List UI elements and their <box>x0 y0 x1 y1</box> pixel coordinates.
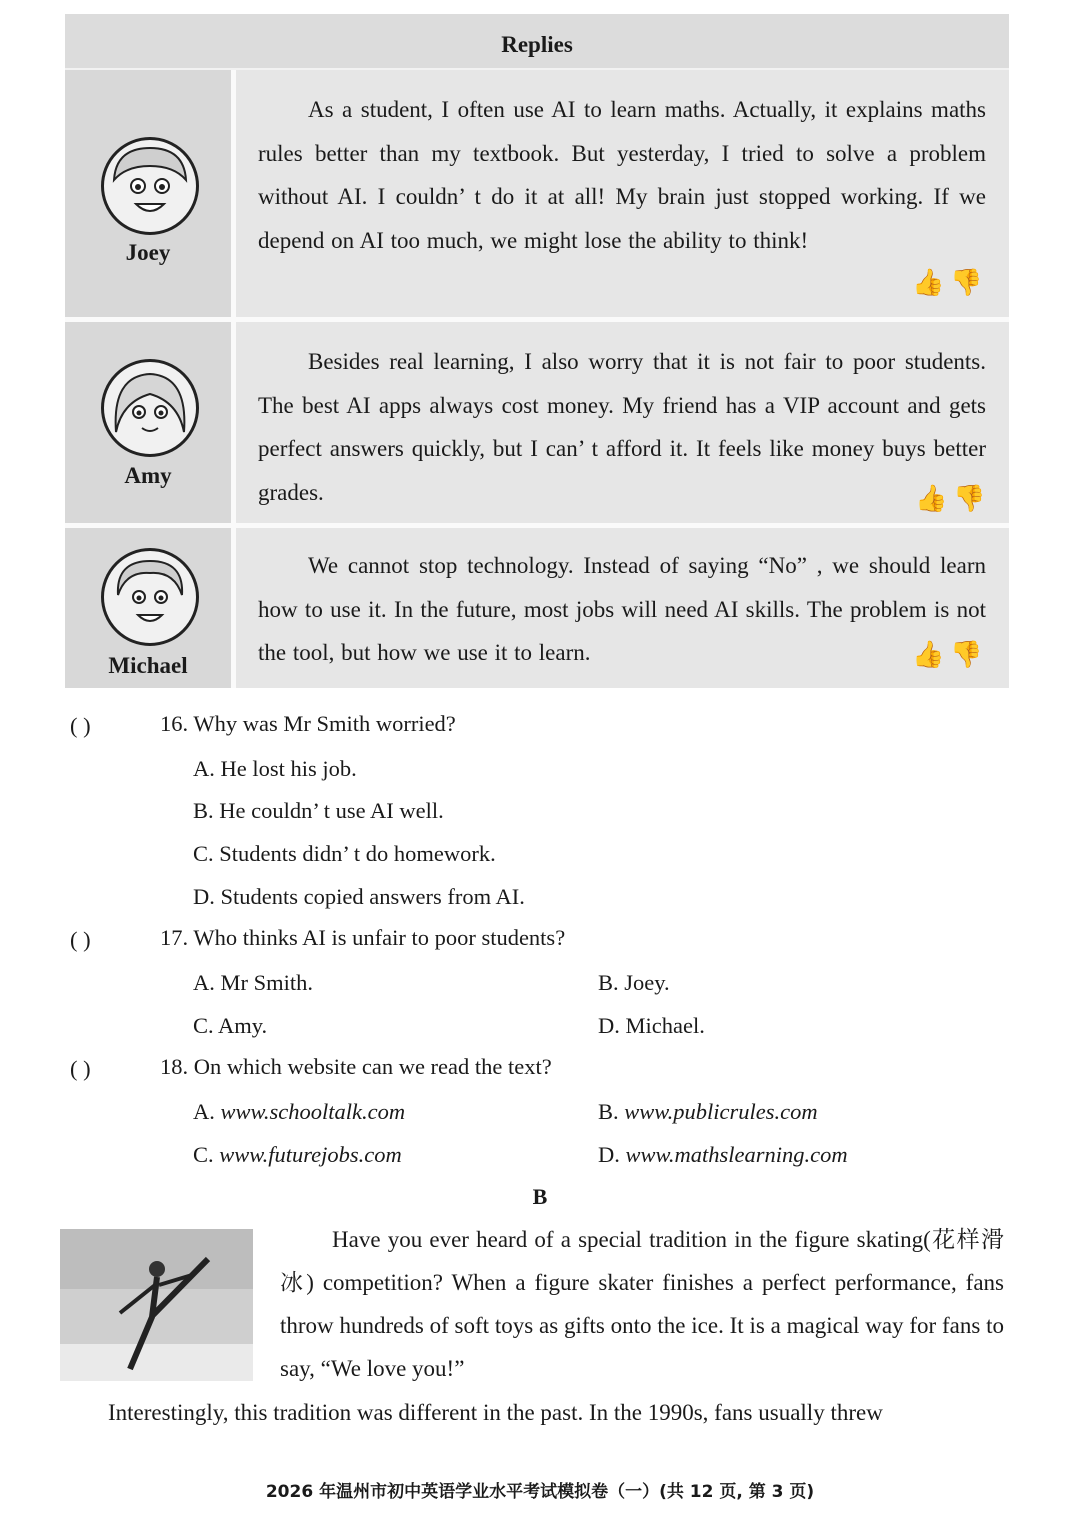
answer-bracket[interactable]: ( ) <box>70 927 91 952</box>
q16-option-d: D. Students copied answers from AI. <box>193 884 525 909</box>
q17-option-b: B. Joey. <box>598 970 670 995</box>
q18-option-a <box>193 1099 405 1125</box>
avatar-michael <box>101 548 199 646</box>
thumbs-down-icon[interactable]: 👎 <box>950 268 989 298</box>
reply-text-amy: Besides real learning, I also worry that it is not fair to poor students. The best AI apps always cost money. My friend has a VIP account and gets perfect answers quickly, but I can’ t afford it. It feels like money buys better grades. <box>258 349 986 505</box>
reply-text-joey: As a student, I often use AI to learn maths. Actually, it explains maths rules better than my textbook. But yesterday, I tried to solve a problem without AI. I couldn’ t do it at all! My brain just stopped working. If we depend on AI too much, we might lose the ability to think! <box>258 97 986 253</box>
section-b-paragraph-2: Interestingly, this tradition was different in the past. In the 1990s, fans usually threw <box>108 1400 883 1425</box>
q17-option-c: C. Amy. <box>193 1013 268 1038</box>
answer-bracket[interactable]: ( ) <box>70 713 91 738</box>
thumbs-up-icon[interactable]: 👍 <box>915 484 954 514</box>
reaction-buttons <box>915 484 992 514</box>
replies-header <box>65 14 1009 70</box>
reply-name-joey: Joey <box>125 240 171 265</box>
q18-option-d <box>598 1142 848 1168</box>
q18-option-c <box>193 1142 402 1168</box>
option-letter: C. <box>193 1142 214 1167</box>
option-url: www.futurejobs.com <box>219 1142 402 1167</box>
section-b-paragraph-1: Have you ever heard of a special tradition in the figure skating(花样滑冰) competition? When a figure skater finishes a perfect performance, fans throw hundreds of soft toys as gifts onto the ice. It is a magical way for fans to say, “We love you!” <box>280 1227 1004 1381</box>
q17-option-a: A. Mr Smith. <box>193 970 314 995</box>
thumbs-up-icon[interactable]: 👍 <box>912 640 951 670</box>
q18-option-b <box>598 1099 818 1125</box>
option-letter: D. <box>598 1142 620 1167</box>
reaction-buttons <box>912 268 989 298</box>
q16-option-b: B. He couldn’ t use AI well. <box>193 798 444 823</box>
thumbs-up-icon[interactable]: 👍 <box>912 268 951 298</box>
q17-option-d: D. Michael. <box>598 1013 705 1038</box>
question-18: 18. On which website can we read the text? <box>160 1054 552 1079</box>
option-url: www.schooltalk.com <box>220 1099 406 1124</box>
avatar-joey <box>101 137 199 235</box>
reply-text-michael: We cannot stop technology. Instead of saying “No” , we should learn how to use it. In the future, most jobs will need AI skills. The problem is not the tool, but how we use it to learn. <box>258 553 986 665</box>
reaction-buttons <box>912 640 989 670</box>
replies-title: Replies <box>501 32 573 57</box>
reply-name-amy: Amy <box>124 463 172 488</box>
option-letter: B. <box>598 1099 619 1124</box>
page-footer: 2026 年温州市初中英语学业水平考试模拟卷（一）(共 12 页, 第 3 页) <box>265 1482 815 1502</box>
q16-option-c: C. Students didn’ t do homework. <box>193 841 496 866</box>
q16-option-a: A. He lost his job. <box>193 756 357 781</box>
avatar-amy <box>101 359 199 457</box>
thumbs-down-icon[interactable]: 👎 <box>950 640 989 670</box>
answer-bracket[interactable]: ( ) <box>70 1056 91 1081</box>
option-url: www.mathslearning.com <box>625 1142 848 1167</box>
question-16: 16. Why was Mr Smith worried? <box>160 711 456 736</box>
thumbs-down-icon[interactable]: 👎 <box>953 484 992 514</box>
figure-skater-photo <box>60 1229 253 1381</box>
option-url: www.publicrules.com <box>624 1099 818 1124</box>
option-letter: A. <box>193 1099 215 1124</box>
question-17: 17. Who thinks AI is unfair to poor students? <box>160 925 566 950</box>
section-heading: B <box>532 1184 548 1209</box>
reply-name-michael: Michael <box>108 653 188 678</box>
